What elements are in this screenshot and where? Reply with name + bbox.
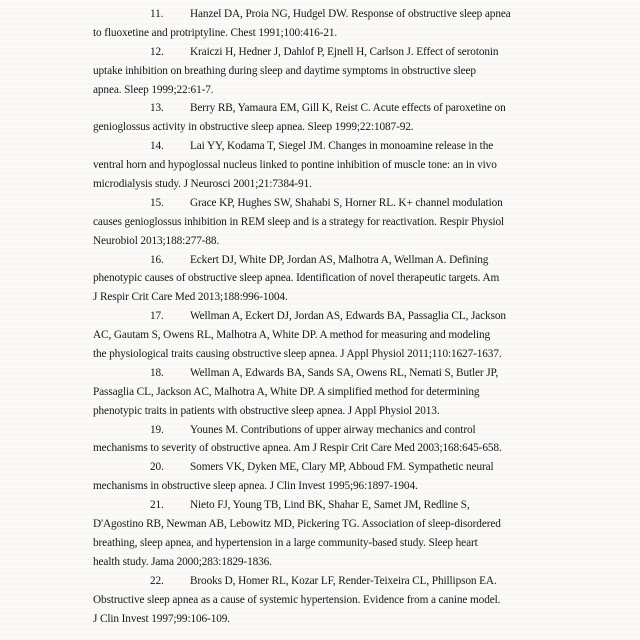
reference-line: [93, 515, 632, 534]
reference-line-text: Wellman A, Edwards BA, Sands SA, Owens RL, Nemati S, Butler JP,: [190, 366, 499, 379]
reference-item-21: [93, 496, 632, 572]
reference-number: 12.: [150, 45, 164, 58]
reference-number: 20.: [150, 461, 164, 474]
reference-line-text: Neurobiol 2013;188:277-88.: [93, 234, 220, 247]
reference-line-text: Brooks D, Homer RL, Kozar LF, Render-Teixeira CL, Phillipson EA.: [190, 574, 497, 587]
reference-line: [93, 477, 632, 496]
reference-number: 15.: [150, 196, 164, 209]
reference-line-text: Obstructive sleep apnea as a cause of systemic hypertension. Evidence from a canine model.: [93, 593, 501, 606]
reference-line: [93, 591, 632, 610]
reference-item-18: [93, 364, 632, 421]
reference-line-text: microdialysis study. J Neurosci 2001;21:7384-91.: [93, 178, 312, 191]
reference-item-19: [93, 421, 632, 459]
reference-line: [93, 439, 632, 458]
reference-line-text: phenotypic causes of obstructive sleep apnea. Identification of novel therapeutic targets. Am: [93, 272, 500, 285]
reference-line: [93, 364, 632, 383]
reference-line: [93, 288, 632, 307]
reference-line-text: genioglossus activity in obstructive sleep apnea. Sleep 1999;22:1087-92.: [93, 121, 414, 134]
reference-item-20: [93, 458, 632, 496]
reference-line-text: breathing, sleep apnea, and hypertension in a large community-based study. Sleep heart: [93, 536, 478, 549]
reference-line: [93, 24, 632, 43]
reference-item-15: [93, 194, 632, 251]
reference-line-text: J Clin Invest 1997;99:106-109.: [93, 612, 230, 625]
reference-number: 16.: [150, 253, 164, 266]
reference-item-14: [93, 137, 632, 194]
reference-line: [93, 194, 632, 213]
reference-number: 19.: [150, 423, 164, 436]
reference-line: [93, 307, 632, 326]
reference-line: [93, 553, 632, 572]
reference-line: [93, 43, 632, 62]
reference-line-text: Eckert DJ, White DP, Jordan AS, Malhotra A, Wellman A. Defining: [190, 253, 489, 266]
reference-line: [93, 251, 632, 270]
reference-line-text: Somers VK, Dyken ME, Clary MP, Abboud FM. Sympathetic neural: [190, 461, 494, 474]
reference-line: [93, 345, 632, 364]
reference-item-11: [93, 5, 632, 43]
reference-line: [93, 118, 632, 137]
reference-line-text: phenotypic traits in patients with obstructive sleep apnea. J Appl Physiol 2013.: [93, 404, 440, 417]
reference-line-text: Wellman A, Eckert DJ, Jordan AS, Edwards BA, Passaglia CL, Jackson: [190, 310, 506, 323]
reference-line: [93, 81, 632, 100]
reference-line: [93, 496, 632, 515]
reference-line-text: mechanisms in obstructive sleep apnea. J Clin Invest 1995;96:1897-1904.: [93, 480, 418, 493]
reference-line: [93, 269, 632, 288]
reference-line: [93, 156, 632, 175]
reference-number: 13.: [150, 102, 164, 115]
reference-line-text: Lai YY, Kodama T, Siegel JM. Changes in monoamine release in the: [190, 140, 494, 153]
reference-line-text: Kraiczi H, Hedner J, Dahlof P, Ejnell H, Carlson J. Effect of serotonin: [190, 45, 499, 58]
reference-line: [93, 232, 632, 251]
reference-line: [93, 175, 632, 194]
reference-line: [93, 572, 632, 591]
reference-line: [93, 326, 632, 345]
reference-number: 18.: [150, 366, 164, 379]
reference-line-text: ventral horn and hypoglossal nucleus linked to pontine inhibition of muscle tone: an in vivo: [93, 159, 497, 172]
reference-line-text: uptake inhibition on breathing during sleep and daytime symptoms in obstructive sleep: [93, 64, 476, 77]
reference-line-text: causes genioglossus inhibition in REM sleep and is a strategy for reactivation. Respir Physiol: [93, 215, 505, 228]
reference-line-text: D'Agostino RB, Newman AB, Lebowitz MD, Pickering TG. Association of sleep-disordered: [93, 518, 501, 531]
reference-item-12: [93, 43, 632, 100]
reference-line: [93, 99, 632, 118]
reference-line-text: health study. Jama 2000;283:1829-1836.: [93, 555, 272, 568]
reference-line: [93, 402, 632, 421]
reference-item-16: [93, 251, 632, 308]
reference-line-text: Berry RB, Yamaura EM, Gill K, Reist C. Acute effects of paroxetine on: [190, 102, 506, 115]
reference-line-text: Passaglia CL, Jackson AC, Malhotra A, White DP. A simplified method for determining: [93, 385, 480, 398]
reference-line: [93, 5, 632, 24]
reference-number: 22.: [150, 574, 164, 587]
reference-line-text: Hanzel DA, Proia NG, Hudgel DW. Response of obstructive sleep apnea: [190, 8, 511, 20]
reference-line: [93, 62, 632, 81]
reference-line-text: mechanisms to severity of obstructive apnea. Am J Respir Crit Care Med 2003;168:645-658.: [93, 442, 502, 455]
reference-line: [93, 213, 632, 232]
reference-line: [93, 137, 632, 156]
reference-item-17: [93, 307, 632, 364]
reference-line-text: J Respir Crit Care Med 2013;188:996-1004.: [93, 291, 288, 304]
reference-line: [93, 383, 632, 402]
reference-number: 17.: [150, 310, 164, 323]
reference-number: 14.: [150, 140, 164, 153]
reference-line-text: AC, Gautam S, Owens RL, Malhotra A, White DP. A method for measuring and modeling: [93, 329, 491, 342]
reference-line-text: Nieto FJ, Young TB, Lind BK, Shahar E, Samet JM, Redline S,: [190, 499, 470, 512]
reference-line: [93, 610, 632, 629]
reference-item-22: [93, 572, 632, 629]
reference-line-text: the physiological traits causing obstructive sleep apnea. J Appl Physiol 2011;110:1627-1637.: [93, 348, 502, 361]
reference-line-text: Grace KP, Hughes SW, Shahabi S, Horner RL. K+ channel modulation: [190, 196, 503, 209]
reference-line: [93, 421, 632, 440]
reference-line-text: to fluoxetine and protriptyline. Chest 1991;100:416-21.: [93, 26, 338, 39]
reference-line-text: Younes M. Contributions of upper airway mechanics and control: [190, 423, 476, 436]
reference-line: [93, 458, 632, 477]
reference-number: 11.: [150, 8, 164, 20]
reference-number: 21.: [150, 499, 164, 512]
reference-line: [93, 534, 632, 553]
reference-item-13: [93, 99, 632, 137]
reference-line-text: apnea. Sleep 1999;22:61-7.: [93, 83, 214, 96]
